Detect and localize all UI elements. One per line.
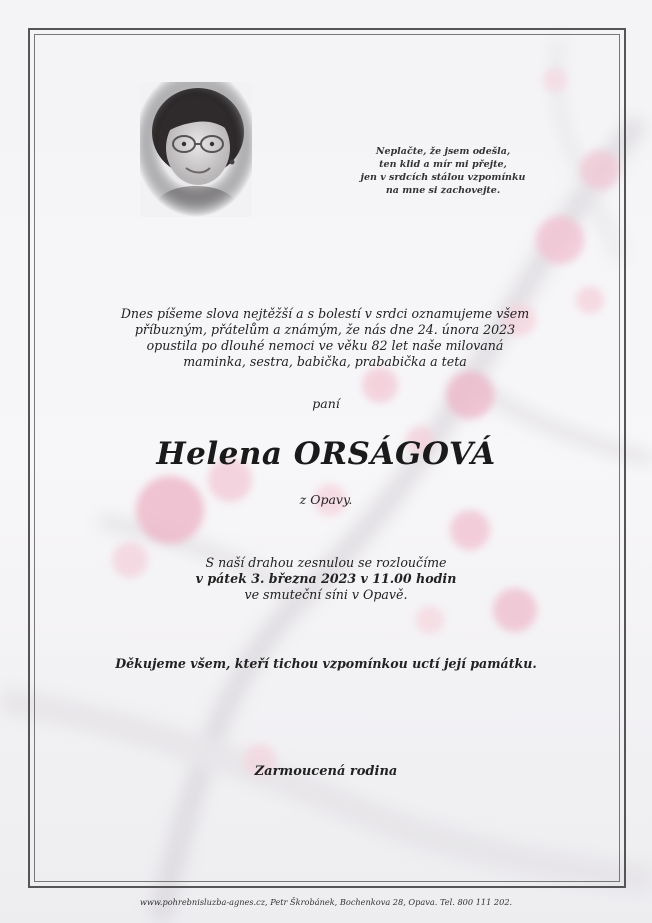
poem-line: ten klid a mír mi přejte, [379,159,507,170]
salutation: paní [312,396,340,411]
funeral-details [0,555,652,603]
portrait-photo [140,82,252,217]
announcement-line: opustila po dlouhé nemoci ve věku 82 let naše milovaná [146,338,504,353]
announcement-text [60,306,590,370]
poem-line: Neplačte, že jsem odešla, [375,146,511,157]
hometown: z Opavy. [299,492,353,507]
funeral-service-footer: www.pohrebnisluzba-agnes.cz, Petr Škrobánek, Bochenkova 28, Opava. Tel. 800 111 202. [139,897,513,907]
thanks-text: Děkujeme všem, kteří tichou vzpomínkou uctí její památku. [115,656,537,671]
memorial-poem [318,145,568,197]
announcement-line: Dnes píšeme slova nejtěžší a s bolestí v srdci oznamujeme všem [120,306,530,321]
funeral-date-time: v pátek 3. března 2023 v 11.00 hodin [195,571,457,586]
farewell-line: S naší drahou zesnulou se rozloučíme [205,555,447,570]
announcement-line: příbuzným, přátelům a známým, že nás dne 24. února 2023 [134,322,516,337]
poem-line: jen v srdcích stálou vzpomínku [360,172,526,183]
announcement-line: maminka, sestra, babička, prababička a teta [183,354,467,369]
poem-line: na mne si zachovejte. [385,185,501,196]
funeral-location: ve smuteční síni v Opavě. [244,587,408,602]
deceased-name: Helena ORSÁGOVÁ [156,436,496,472]
family-signoff: Zarmoucená rodina [254,764,398,779]
